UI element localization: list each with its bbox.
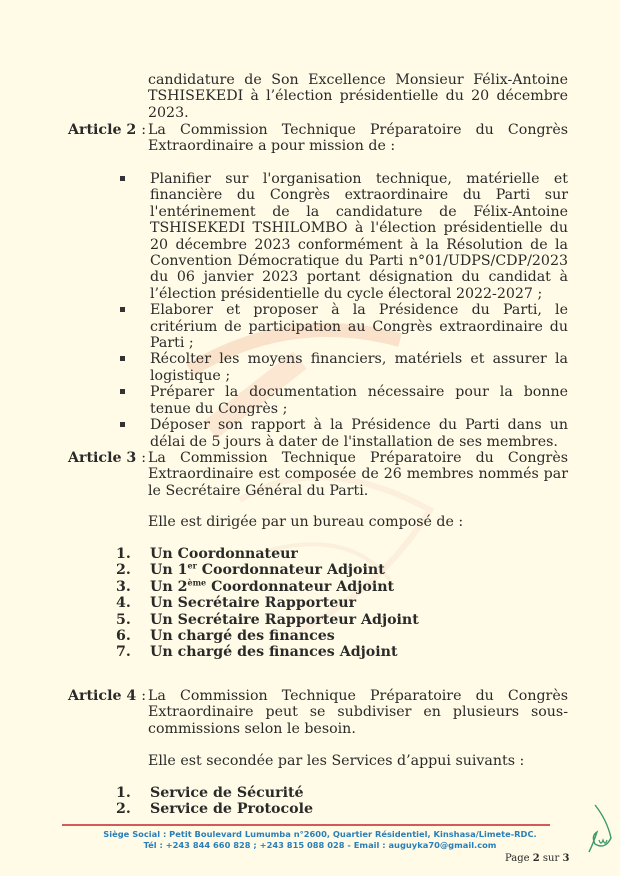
intro-paragraph: candidature de Son Excellence Monsieur Félix-Antoine TSHISEKEDI à l’élection présidentielle du 20 décembre 2023.: [148, 72, 568, 121]
square-bullet-icon: [120, 356, 125, 361]
footer-divider: [62, 824, 550, 826]
square-bullet-icon: [120, 389, 125, 394]
handwritten-initials-icon: [585, 800, 620, 860]
bullet-item: Elaborer et proposer à la Présidence du Parti, le critérium de participation au Congrès extraordinaire du Parti ;: [116, 302, 568, 351]
article-4-subtext: Elle est secondée par les Services d’appui suivants :: [148, 753, 525, 769]
services-numbered-list: [116, 785, 516, 818]
square-bullet-icon: [120, 176, 125, 181]
mission-bullet-list: [116, 171, 568, 450]
article-4-text: La Commission Technique Préparatoire du Congrès Extraordinaire peut se subdiviser en plusieurs sous-commissions selon le besoin.: [148, 688, 568, 737]
list-item: 7. Un chargé des finances Adjoint: [116, 644, 398, 661]
article-3-label: Article 3 :: [68, 450, 147, 466]
page-number: Page 2 sur 3: [505, 853, 570, 864]
square-bullet-icon: [120, 422, 125, 427]
article-3-subtext: Elle est dirigée par un bureau composé de :: [148, 514, 464, 530]
list-item: 6. Un chargé des finances: [116, 628, 335, 645]
bullet-item: Planifier sur l'organisation technique, matérielle et financière du Congrès extraordinaire du Parti sur l'entérinement de la candidature de Félix-Antoine TSHISEKEDI TSHILOMBO à l'élection présidentielle du 20 décembre 2023 conformément à la Résolution de la Convention Démocratique du Parti n°01/UDPS/CDP/2023 du 06 janvier 2023 portant désignation du candidat à l’élection présidentielle du cycle électoral 2022-2027 ;: [116, 171, 568, 302]
list-item: 3. Un 2ème Coordonnateur Adjoint: [116, 577, 395, 595]
article-3-text: La Commission Technique Préparatoire du Congrès Extraordinaire est composée de 26 membres nommés par le Secrétaire Général du Parti.: [148, 450, 568, 499]
list-item: 2. Un 1er Coordonnateur Adjoint: [116, 560, 385, 579]
list-item: 4. Un Secrétaire Rapporteur: [116, 595, 357, 612]
bullet-item: Déposer son rapport à la Présidence du Parti dans un délai de 5 jours à dater de l'installation de ses membres.: [116, 417, 568, 450]
list-item: 2. Service de Protocole: [116, 801, 314, 818]
footer-address-line-1: Siège Social : Petit Boulevard Lumumba n°2600, Quartier Résidentiel, Kinshasa/Limete-RDC.: [103, 829, 537, 839]
list-item: 1. Service de Sécurité: [116, 785, 304, 801]
article-2-label: Article 2 :: [68, 122, 147, 138]
bullet-item: Récolter les moyens financiers, matériels et assurer la logistique ;: [116, 351, 568, 384]
list-item: 1. Un Coordonnateur: [116, 546, 298, 562]
list-item: 5. Un Secrétaire Rapporteur Adjoint: [116, 611, 419, 628]
article-4-label: Article 4 :: [68, 688, 147, 704]
article-2-text: La Commission Technique Préparatoire du Congrès Extraordinaire a pour mission de :: [148, 122, 568, 155]
bullet-item: Préparer la documentation nécessaire pour la bonne tenue du Congrès ;: [116, 384, 568, 417]
square-bullet-icon: [120, 307, 125, 312]
footer-address: [60, 829, 580, 851]
footer-address-line-2: Tél : +243 844 660 828 ; +243 815 088 028 - Email : auguyka70@gmail.com: [143, 840, 497, 850]
bureau-numbered-list: [116, 546, 516, 661]
